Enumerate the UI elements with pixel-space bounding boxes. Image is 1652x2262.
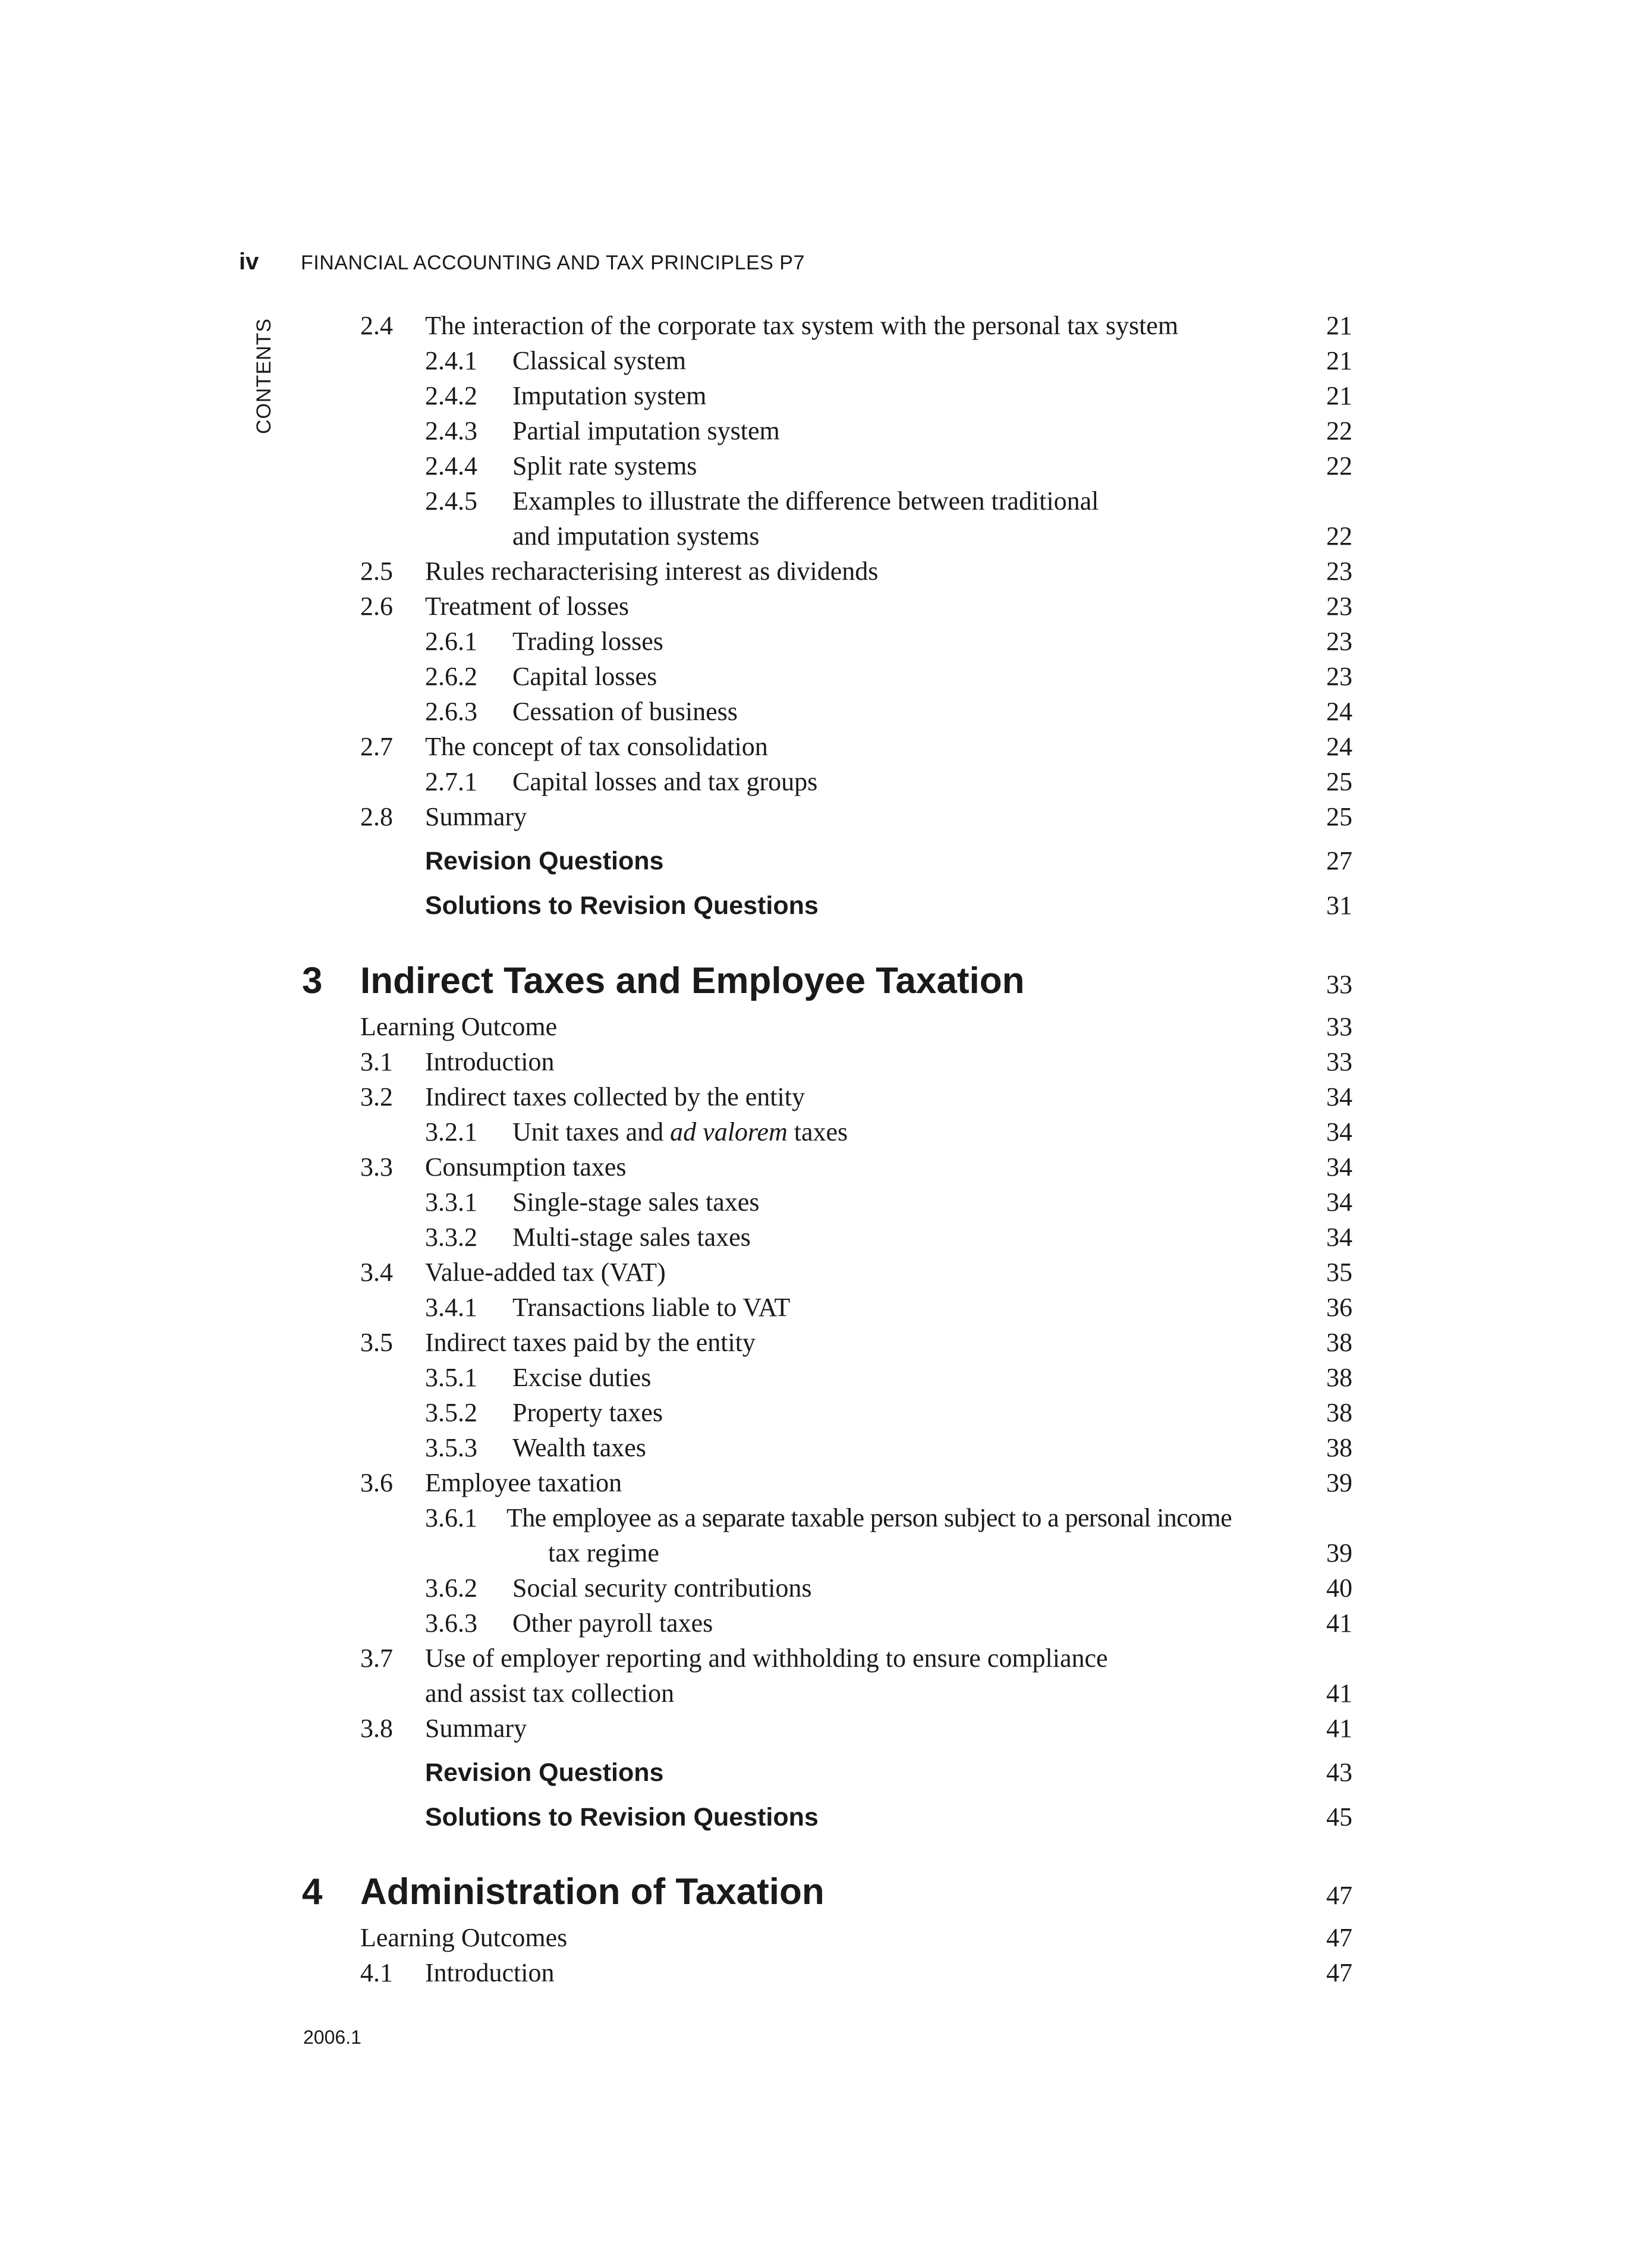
section-number: 3.5.3 (425, 1433, 477, 1462)
page-ref: 33 (1326, 1012, 1352, 1041)
page-ref: 45 (1326, 1802, 1352, 1831)
page-ref: 34 (1326, 1187, 1352, 1217)
page-ref: 23 (1326, 627, 1352, 656)
toc-entry (0, 1079, 1652, 1115)
section-number: 2.6 (360, 592, 393, 621)
page-ref: 43 (1326, 1758, 1352, 1787)
page-number: iv (239, 249, 259, 275)
page-ref: 33 (1326, 970, 1352, 999)
section-title: Trading losses (512, 627, 663, 656)
toc-entry (0, 343, 1652, 379)
section-number: 3.5.1 (425, 1363, 477, 1392)
page-ref: 38 (1326, 1433, 1352, 1462)
page-ref: 47 (1326, 1881, 1352, 1910)
page-ref: 23 (1326, 662, 1352, 691)
section-number: 3.3.2 (425, 1223, 477, 1252)
section-number: 3.7 (360, 1644, 393, 1673)
edition-footer: 2006.1 (303, 2027, 361, 2048)
page-ref: 47 (1326, 1923, 1352, 1952)
toc-entry (0, 483, 1652, 519)
section-title: Other payroll taxes (512, 1608, 713, 1638)
section-number: 4.1 (360, 1958, 393, 1987)
section-title: The interaction of the corporate tax system with the personal tax system (425, 311, 1179, 340)
section-title: Indirect taxes collected by the entity (425, 1082, 805, 1111)
page-ref: 34 (1326, 1152, 1352, 1182)
section-number: 3.3 (360, 1152, 393, 1182)
chapter-number: 4 (302, 1871, 323, 1912)
section-title: Revision Questions (425, 847, 664, 875)
title-emphasis: ad valorem (670, 1117, 788, 1146)
section-title: Wealth taxes (512, 1433, 646, 1462)
section-number: 2.4.5 (425, 486, 477, 516)
page-ref: 39 (1326, 1538, 1352, 1567)
toc-entry (0, 1955, 1652, 1991)
section-number: 2.8 (360, 802, 393, 831)
page-ref: 22 (1326, 521, 1352, 551)
toc-entry (0, 1641, 1652, 1676)
section-title: Rules recharacterising interest as dividends (425, 557, 879, 586)
toc-entry (0, 1185, 1652, 1220)
page-ref: 39 (1326, 1468, 1352, 1497)
toc-entry (0, 1430, 1652, 1466)
section-title: Summary (425, 802, 527, 831)
toc-entry (0, 694, 1652, 730)
section-title: Classical system (512, 346, 687, 375)
section-title: Solutions to Revision Questions (425, 891, 819, 920)
toc-entry (0, 729, 1652, 765)
section-title: Introduction (425, 1958, 555, 1987)
toc-entry (0, 1325, 1652, 1361)
section-number: 3.6.3 (425, 1608, 477, 1638)
page-ref: 25 (1326, 802, 1352, 831)
page-ref: 38 (1326, 1363, 1352, 1392)
toc-entry (0, 1255, 1652, 1290)
section-title: Capital losses (512, 662, 657, 691)
section-title: Treatment of losses (425, 592, 630, 621)
page-ref: 24 (1326, 732, 1352, 761)
section-title: and assist tax collection (425, 1679, 675, 1708)
page-ref: 35 (1326, 1258, 1352, 1287)
section-title: The employee as a separate taxable person subject to a personal income (506, 1503, 1232, 1532)
toc-entry-continuation (0, 519, 1652, 554)
toc-entry (0, 1149, 1652, 1185)
page-ref: 24 (1326, 697, 1352, 726)
toc-entry (0, 378, 1652, 414)
chapter-heading (0, 957, 1652, 1005)
running-title: FINANCIAL ACCOUNTING AND TAX PRINCIPLES P7 (301, 252, 805, 274)
section-number: 2.6.2 (425, 662, 477, 691)
section-title: Imputation system (512, 381, 707, 410)
section-number: 2.4.4 (425, 451, 477, 480)
page-ref: 31 (1326, 891, 1352, 920)
section-title: Examples to illustrate the difference between traditional (512, 486, 1099, 516)
section-title: Value-added tax (VAT) (425, 1258, 666, 1287)
section-number: 3.4 (360, 1258, 393, 1287)
section-number: 2.6.1 (425, 627, 477, 656)
page-ref: 23 (1326, 557, 1352, 586)
page-ref: 27 (1326, 846, 1352, 875)
page-ref: 33 (1326, 1047, 1352, 1076)
running-header (239, 249, 805, 284)
toc-entry (0, 1465, 1652, 1501)
section-title: Consumption taxes (425, 1152, 627, 1182)
section-number: 3.5 (360, 1328, 393, 1357)
page-ref: 34 (1326, 1223, 1352, 1252)
toc-entry (0, 1606, 1652, 1641)
title-part: taxes (787, 1117, 848, 1146)
section-number: 3.1 (360, 1047, 393, 1076)
chapter-title: Indirect Taxes and Employee Taxation (360, 960, 1025, 1001)
section-title: The concept of tax consolidation (425, 732, 768, 761)
section-title: Summary (425, 1714, 527, 1743)
page-ref: 34 (1326, 1117, 1352, 1146)
toc-entry-solutions (0, 1799, 1652, 1835)
page-ref: 41 (1326, 1608, 1352, 1638)
toc-entry-continuation (0, 1535, 1652, 1571)
section-number: 2.4.3 (425, 416, 477, 445)
chapter-heading (0, 1868, 1652, 1916)
page-ref: 21 (1326, 346, 1352, 375)
toc-entry-revision-questions (0, 843, 1652, 879)
toc-entry (0, 1044, 1652, 1080)
section-number: 3.3.1 (425, 1187, 477, 1217)
section-title: Revision Questions (425, 1758, 664, 1787)
section-title: Indirect taxes paid by the entity (425, 1328, 756, 1357)
section-title: Learning Outcomes (360, 1923, 568, 1952)
toc-entry (0, 1290, 1652, 1325)
page-ref: 40 (1326, 1573, 1352, 1603)
toc-entry (0, 1570, 1652, 1606)
section-number: 2.4 (360, 311, 393, 340)
page-ref: 25 (1326, 767, 1352, 796)
section-title: and imputation systems (512, 521, 760, 551)
section-number: 3.6.1 (425, 1503, 477, 1532)
toc-entry (0, 1360, 1652, 1396)
section-title: Employee taxation (425, 1468, 622, 1497)
toc-entry (0, 448, 1652, 484)
page-ref: 22 (1326, 416, 1352, 445)
title-part: Unit taxes and (512, 1117, 671, 1146)
toc-entry (0, 1711, 1652, 1746)
toc-entry (0, 799, 1652, 835)
toc-entry (0, 308, 1652, 344)
page-ref: 38 (1326, 1398, 1352, 1427)
section-title: Partial imputation system (512, 416, 780, 445)
section-number: 3.6.2 (425, 1573, 477, 1603)
section-title: Introduction (425, 1047, 555, 1076)
section-title (512, 1114, 848, 1150)
page-ref: 23 (1326, 592, 1352, 621)
page-ref: 36 (1326, 1293, 1352, 1322)
section-title: Cessation of business (512, 697, 738, 726)
toc-entry-revision-questions (0, 1755, 1652, 1790)
page-ref: 21 (1326, 381, 1352, 410)
section-title: Capital losses and tax groups (512, 767, 818, 796)
section-number: 3.6 (360, 1468, 393, 1497)
toc-entry (0, 624, 1652, 659)
chapter-number: 3 (302, 960, 323, 1001)
page-ref: 38 (1326, 1328, 1352, 1357)
section-title: Single-stage sales taxes (512, 1187, 760, 1217)
page-ref: 21 (1326, 311, 1352, 340)
toc-entry-continuation (0, 1676, 1652, 1711)
toc-entry (0, 554, 1652, 589)
section-number: 2.4.2 (425, 381, 477, 410)
section-number: 3.8 (360, 1714, 393, 1743)
section-title: Split rate systems (512, 451, 697, 480)
section-number: 2.6.3 (425, 697, 477, 726)
toc-entry (0, 589, 1652, 624)
contents-side-label: CONTENTS (253, 318, 275, 434)
toc-entry (0, 1395, 1652, 1431)
page-ref: 41 (1326, 1679, 1352, 1708)
section-number: 3.2.1 (425, 1117, 477, 1146)
page-ref: 47 (1326, 1958, 1352, 1987)
toc-entry (0, 1009, 1652, 1045)
section-number: 3.5.2 (425, 1398, 477, 1427)
page-ref: 41 (1326, 1714, 1352, 1743)
toc-entry (0, 764, 1652, 800)
section-number: 3.4.1 (425, 1293, 477, 1322)
section-title: Multi-stage sales taxes (512, 1223, 751, 1252)
toc-entry (0, 659, 1652, 695)
toc-entry (0, 1500, 1652, 1536)
section-title: Solutions to Revision Questions (425, 1803, 819, 1831)
section-number: 2.4.1 (425, 346, 477, 375)
section-title: Use of employer reporting and withholding to ensure compliance (425, 1644, 1108, 1673)
toc-entry (0, 1920, 1652, 1956)
section-title: Property taxes (512, 1398, 663, 1427)
section-number: 2.5 (360, 557, 393, 586)
toc-entry-solutions (0, 888, 1652, 923)
section-title: Transactions liable to VAT (512, 1293, 791, 1322)
page-ref: 22 (1326, 451, 1352, 480)
toc-entry (0, 413, 1652, 449)
section-number: 2.7.1 (425, 767, 477, 796)
section-title: tax regime (548, 1538, 659, 1567)
section-title: Learning Outcome (360, 1012, 558, 1041)
toc-entry (0, 1220, 1652, 1255)
section-number: 3.2 (360, 1082, 393, 1111)
section-title: Social security contributions (512, 1573, 812, 1603)
section-number: 2.7 (360, 732, 393, 761)
chapter-title: Administration of Taxation (360, 1871, 825, 1912)
page-ref: 34 (1326, 1082, 1352, 1111)
toc-entry (0, 1114, 1652, 1150)
section-title: Excise duties (512, 1363, 652, 1392)
